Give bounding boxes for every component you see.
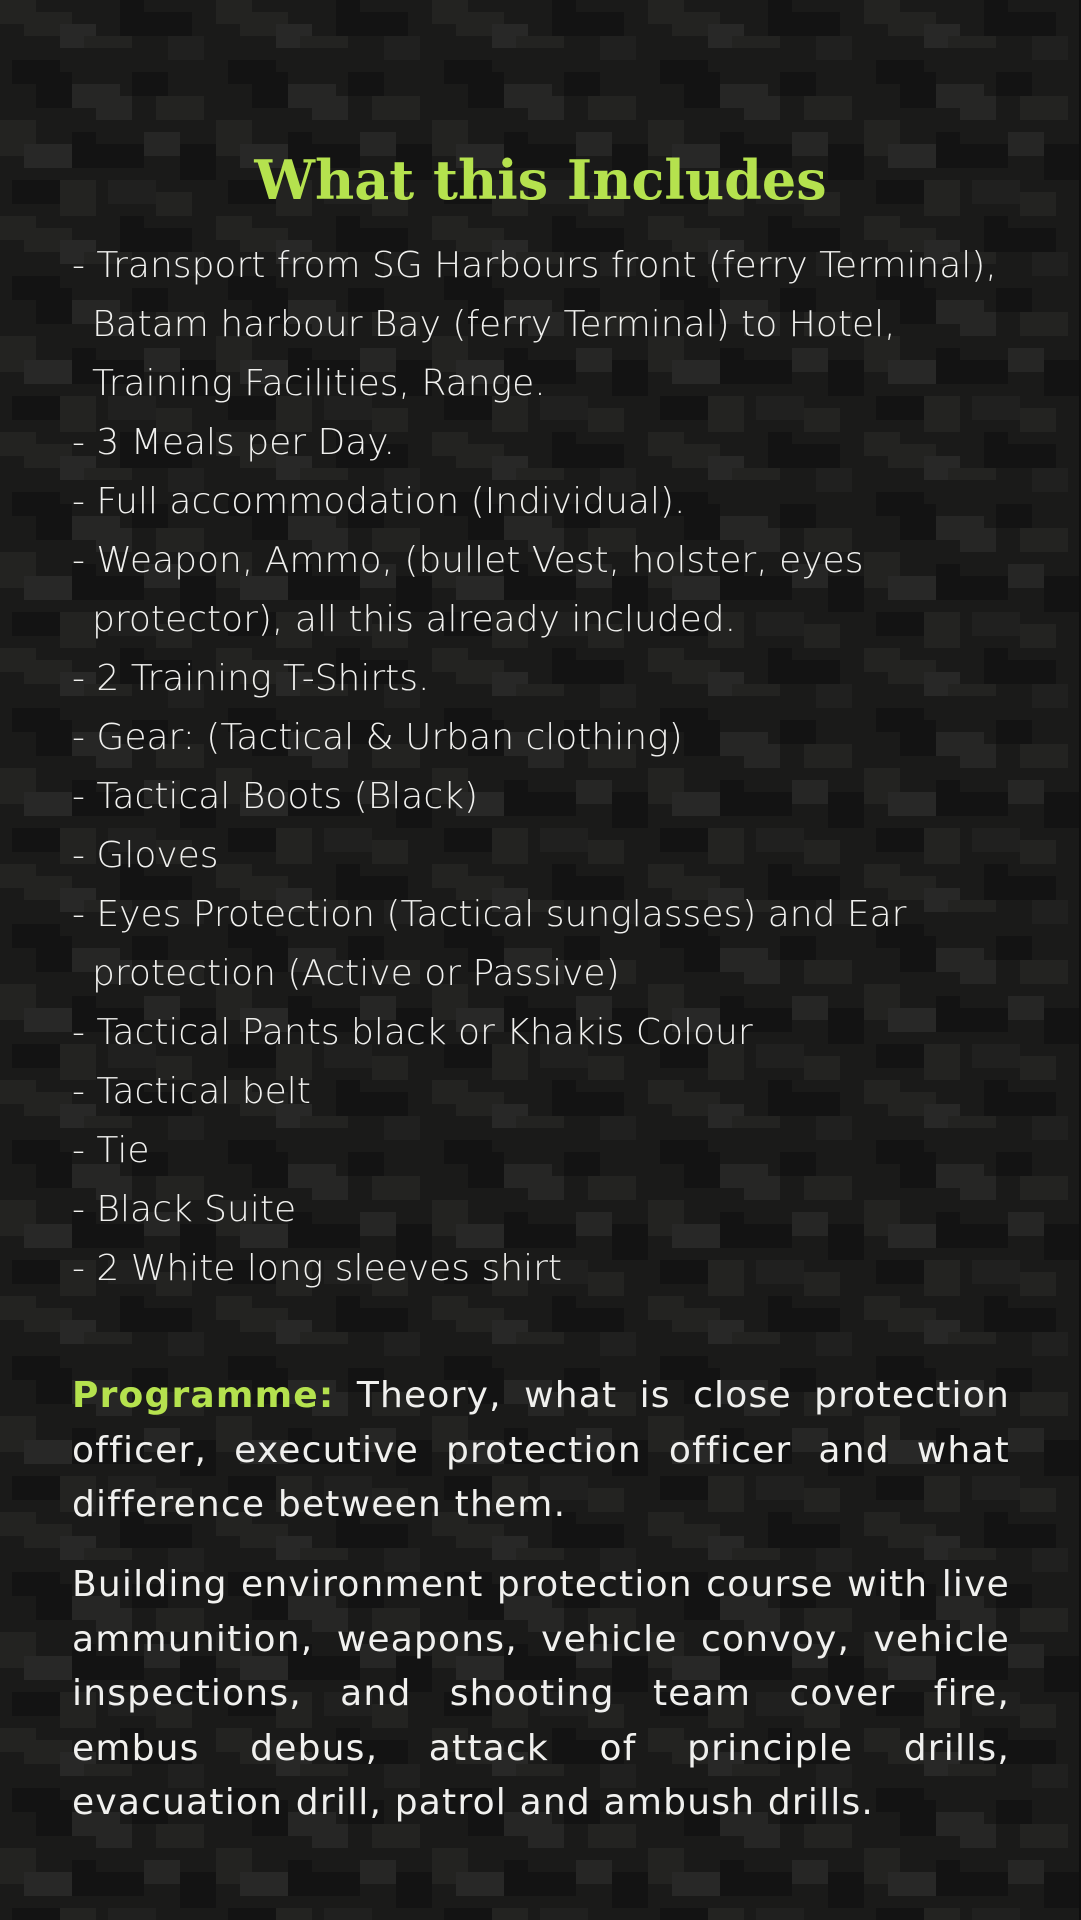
include-item-text: - Tactical Pants black or Khakis Colour xyxy=(72,1012,753,1053)
programme-label: Programme: xyxy=(72,1375,335,1416)
include-item xyxy=(72,236,1012,295)
include-item-text: - Weapon, Ammo, (bullet Vest, holster, eyes xyxy=(72,540,864,581)
include-item-text: - Gloves xyxy=(72,835,219,876)
include-item xyxy=(72,708,1012,767)
programme-paragraph xyxy=(72,1369,1010,1533)
include-item xyxy=(72,1180,1012,1239)
include-item xyxy=(72,1121,1012,1180)
include-item xyxy=(72,413,1012,472)
include-item-continuation xyxy=(72,295,1012,354)
includes-list xyxy=(72,236,1012,1298)
include-item-text: - Tactical Boots (Black) xyxy=(72,776,479,817)
include-item-text: protection (Active or Passive) xyxy=(92,953,620,994)
include-item-text: - 2 Training T-Shirts. xyxy=(72,658,430,699)
include-item-text: - Tie xyxy=(72,1130,150,1171)
include-item-text: Training Facilities, Range. xyxy=(92,363,546,404)
include-item xyxy=(72,885,1012,944)
include-item xyxy=(72,472,1012,531)
include-item-text: - Full accommodation (Individual). xyxy=(72,481,686,522)
include-item-continuation xyxy=(72,944,1012,1003)
include-item-text: - Transport from SG Harbours front (ferry Terminal), xyxy=(72,245,997,286)
programme-details-paragraph: Building environment protection course with live ammunition, weapons, vehicle convoy, vehicle inspections, and shooting team cover fire, embus debus, attack of principle drills, evacuation drill, patrol and ambush drills. xyxy=(72,1564,1010,1823)
include-item xyxy=(72,1062,1012,1121)
include-item-continuation xyxy=(72,590,1012,649)
include-item-text: - Gear: (Tactical & Urban clothing) xyxy=(72,717,683,758)
include-item-text: - Eyes Protection (Tactical sunglasses) and Ear xyxy=(72,894,907,935)
include-item-text: protector), all this already included. xyxy=(92,599,737,640)
include-item xyxy=(72,649,1012,708)
include-item xyxy=(72,1003,1012,1062)
include-item xyxy=(72,531,1012,590)
include-item xyxy=(72,767,1012,826)
include-item xyxy=(72,826,1012,885)
include-item-text: - 3 Meals per Day. xyxy=(72,422,395,463)
include-item-continuation xyxy=(72,354,1012,413)
include-item-text: Batam harbour Bay (ferry Terminal) to Hotel, xyxy=(92,304,896,345)
page-title: What this Includes xyxy=(254,148,827,213)
include-item xyxy=(72,1239,1012,1298)
include-item-text: - Black Suite xyxy=(72,1189,297,1230)
include-item-text: - Tactical belt xyxy=(72,1071,311,1112)
include-item-text: - 2 White long sleeves shirt xyxy=(72,1248,562,1289)
programme-text: Theory, what is close protection officer, executive protection officer and what difference between them. xyxy=(72,1375,1010,1525)
